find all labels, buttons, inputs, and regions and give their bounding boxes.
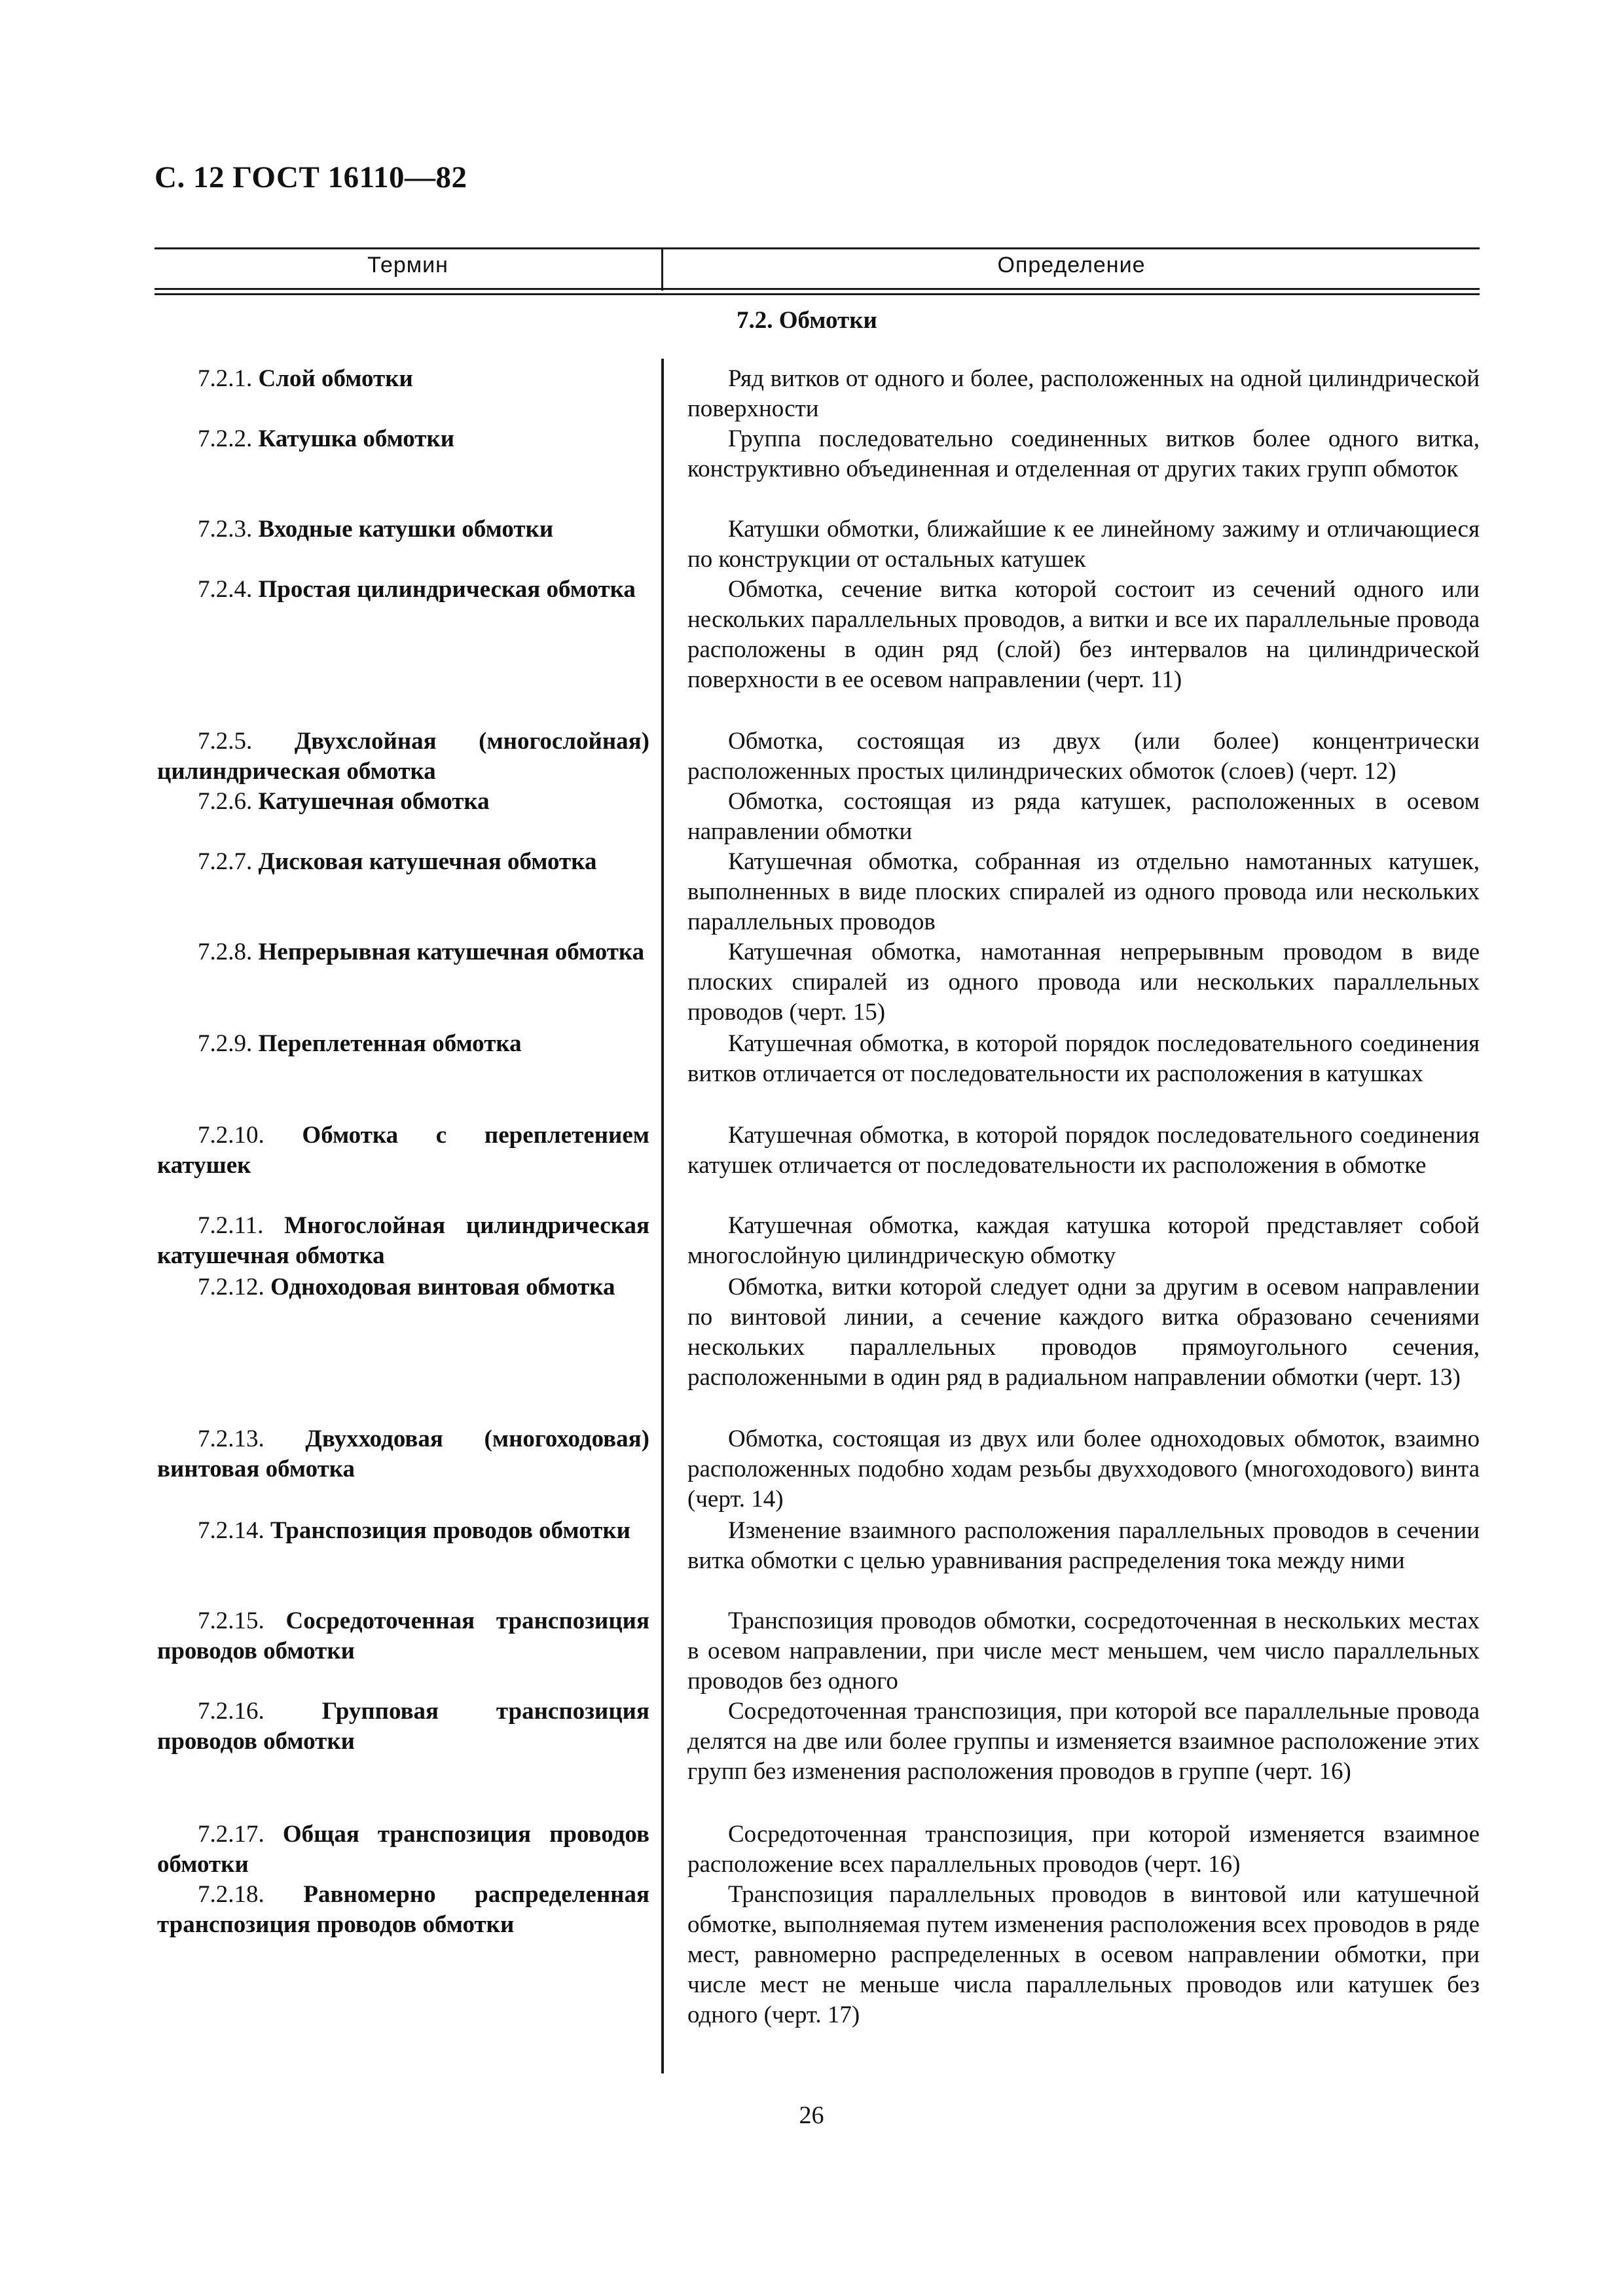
table-top-rule [155,247,1480,249]
term-number: 7.2.10. [198,1122,264,1149]
term-name: Двухходовая (многоходовая) винтовая обмотка [157,1426,649,1482]
definition-column-header: Определение [997,253,1146,278]
term-cell [157,847,649,877]
definition-cell: Сосредоточенная транспозиция, при которой изменяется взаимное расположение всех параллельных проводов (черт. 16) [687,1821,1480,1878]
term-cell [157,364,649,394]
definition-cell: Транспозиция параллельных проводов в винтовой или катушечной обмотке, выполняемая путем изменения расположения всех проводов в ряде мест, равномерно распределенных в осевом направлении обмотки, при числе мест не меньше числа параллельных проводов или катушек без одного (черт. 17) [687,1881,1480,2028]
term-number: 7.2.16. [198,1698,264,1725]
definition-cell: Обмотка, состоящая из ряда катушек, расположенных в осевом направлении обмотки [687,788,1480,845]
term-name: Сосредоточенная транспозиция проводов обмотки [157,1607,649,1664]
definition-cell: Обмотка, состоящая из двух или более одноходовых обмоток, взаимно расположенных подобно ходам резьбы двухходового (многоходового) винта (черт. 14) [687,1426,1480,1513]
term-cell [157,1696,649,1757]
page-number: 26 [799,2102,824,2129]
term-number: 7.2.9. [198,1030,253,1057]
term-cell [157,575,649,605]
term-number: 7.2.4. [198,576,253,603]
term-name: Катушечная обмотка [258,788,490,815]
term-number: 7.2.18. [198,1881,264,1908]
definition-cell: Обмотка, витки которой следует одни за другим в осевом направлении по винтовой линии, а сечение каждого витка образовано сечениями нескольких параллельных проводов прямоугольного сечения, расположенными в один ряд в радиальном направлении обмотки (черт. 13) [687,1274,1480,1391]
term-name: Групповая транспозиция проводов обмотки [157,1698,649,1755]
term-number: 7.2.2. [198,425,253,452]
term-number: 7.2.8. [198,939,253,965]
term-cell [157,1121,649,1181]
term-number: 7.2.5. [198,728,253,755]
term-name: Простая цилиндрическая обмотка [258,576,636,603]
definition-cell: Группа последовательно соединенных витков более одного витка, конструктивно объединенная и отделенная от других таких групп обмоток [687,425,1480,482]
term-number: 7.2.15. [198,1607,264,1634]
term-name: Многослойная цилиндрическая катушечная обмотка [157,1212,649,1269]
term-cell [157,1272,649,1302]
definition-cell: Транспозиция проводов обмотки, сосредоточенная в нескольких местах в осевом направлении, при числе мест меньшем, чем число параллельных проводов без одного [687,1607,1480,1695]
term-cell [157,1516,649,1546]
body-column-divider [661,359,664,2073]
term-name: Слой обмотки [258,365,413,392]
term-column-header: Термин [367,253,448,278]
term-name: Переплетенная обмотка [258,1030,522,1057]
section-title: 7.2. Обмотки [737,307,877,334]
term-name: Входные катушки обмотки [258,516,554,543]
term-name: Дисковая катушечная обмотка [258,848,597,875]
term-number: 7.2.11. [198,1212,264,1239]
term-cell [157,1424,649,1484]
term-cell [157,1606,649,1666]
definition-cell: Катушечная обмотка, собранная из отдельно намотанных катушек, выполненных в виде плоских спиралей из одного провода или нескольких параллельных проводов [687,848,1480,935]
definition-cell: Катушечная обмотка, намотанная непрерывным проводом в виде плоских спиралей из одного провода или нескольких параллельных проводов (черт. 15) [687,939,1480,1026]
term-cell [157,424,649,454]
term-cell [157,1029,649,1059]
term-name: Транспозиция проводов обмотки [270,1517,630,1544]
definition-cell: Обмотка, состоящая из двух (или более) концентрически расположенных простых цилиндрических обмоток (слоев) (черт. 12) [687,728,1480,785]
term-number: 7.2.12. [198,1274,264,1300]
term-cell [157,726,649,787]
term-cell [157,787,649,817]
definition-cell: Катушечная обмотка, в которой порядок последовательного соединения витков отличается от последовательности их расположения в катушках [687,1030,1480,1087]
definition-cell: Обмотка, сечение витка которой состоит из сечений одного или нескольких параллельных проводов, а витки и все их параллельные провода расположены в один ряд (слой) без интервалов на цилиндрической поверхности в ее осевом направлении (черт. 11) [687,576,1480,693]
term-name: Непрерывная катушечная обмотка [258,939,645,965]
definition-cell: Изменение взаимного расположения параллельных проводов в сечении витка обмотки с целью уравнивания распределения тока между ними [687,1517,1480,1574]
term-number: 7.2.14. [198,1517,264,1544]
term-cell [157,1820,649,1880]
term-number: 7.2.17. [198,1821,264,1848]
term-name: Катушка обмотки [258,425,455,452]
term-number: 7.2.3. [198,516,253,543]
definition-cell: Катушечная обмотка, каждая катушка которой представляет собой многослойную цилиндрическую обмотку [687,1212,1480,1269]
term-number: 7.2.7. [198,848,253,875]
header-bottom-rule-2 [155,293,1480,295]
definition-cell: Катушки обмотки, ближайшие к ее линейному зажиму и отличающиеся по конструкции от остальных катушек [687,516,1480,573]
term-name: Общая транспозиция проводов обмотки [157,1821,649,1878]
definition-cell: Катушечная обмотка, в которой порядок последовательного соединения катушек отличается от последовательности их расположения в обмотке [687,1122,1480,1179]
term-cell [157,1880,649,1940]
term-cell [157,514,649,545]
definition-cell: Сосредоточенная транспозиция, при которой все параллельные провода делятся на две или более группы и изменяется взаимное расположение этих групп без изменения расположения проводов в группе (черт. 16) [687,1698,1480,1785]
header-bottom-rule-1 [155,288,1480,290]
term-name: Равномерно распределенная транспозиция проводов обмотки [157,1881,649,1938]
term-name: Двухслойная (многослойная) цилиндрическая обмотка [157,728,649,785]
term-name: Одноходовая винтовая обмотка [270,1274,615,1300]
term-name: Обмотка с переплетением катушек [157,1122,649,1179]
term-number: 7.2.13. [198,1426,264,1452]
page-header: С. 12 ГОСТ 16110—82 [155,160,467,194]
term-cell [157,937,649,967]
term-number: 7.2.6. [198,788,253,815]
definition-cell: Ряд витков от одного и более, расположенных на одной цилиндрической поверхности [687,365,1480,422]
term-cell [157,1211,649,1271]
term-number: 7.2.1. [198,365,253,392]
